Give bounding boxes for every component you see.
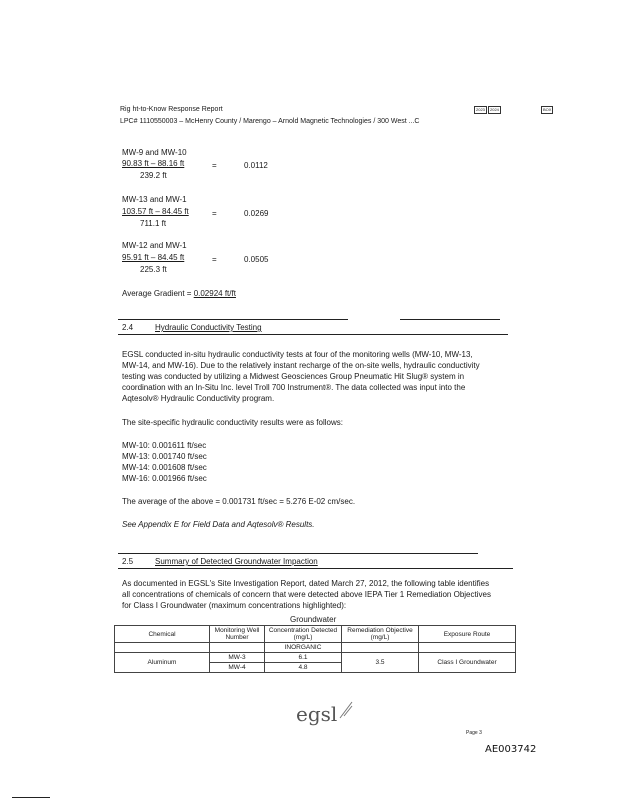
header-box-1: 2023: [476, 107, 485, 112]
well-cell: MW-3: [210, 653, 265, 663]
section-divider: [118, 568, 513, 569]
gradient-equals: =: [212, 255, 217, 264]
concentration-cell: 4.8: [265, 663, 342, 673]
gradient-numerator: 90.83 ft – 88.16 ft: [122, 159, 185, 168]
section-title: Summary of Detected Groundwater Impaction: [155, 557, 318, 566]
section-title: Hydraulic Conductivity Testing: [155, 323, 262, 332]
table-group-row: [115, 643, 516, 653]
paragraph-line: EGSL conducted in-situ hydraulic conductivity tests at four of the monitoring wells (MW-10, MW-13,: [122, 350, 473, 359]
paragraph-line: As documented in EGSL's Site Investigation Report, dated March 27, 2012, the following table identifies: [122, 579, 490, 588]
result-line: MW-14: 0.001608 ft/sec: [122, 463, 207, 472]
paragraph-line: coordination with an In-Situ Inc. level Troll 700 Instrument®. The data collected was input into the: [122, 383, 466, 392]
concentration-cell: 6.1: [265, 653, 342, 663]
bates-number: AE003742: [485, 744, 537, 755]
group-label: INORGANIC: [265, 643, 342, 653]
appendix-note: See Appendix E for Field Data and Aqtesolv® Results.: [122, 520, 315, 529]
gradient-value: 0.0505: [244, 255, 269, 264]
page-number: Page 3: [466, 730, 482, 736]
gradient-equals: =: [212, 161, 217, 170]
gradient-numerator: 103.57 ft – 84.45 ft: [122, 207, 189, 216]
average-gradient-value: 0.02924 ft/ft: [193, 289, 236, 298]
objective-cell: 3.5: [342, 653, 419, 673]
section-divider: [118, 334, 508, 335]
section-number: 2.4: [122, 323, 134, 332]
logo-swoosh-icon: [338, 700, 354, 720]
egsl-logo: egsl: [296, 702, 338, 726]
section-divider: [118, 553, 478, 554]
column-header: Remediation Objective (mg/L): [342, 626, 419, 643]
well-cell: MW-4: [210, 663, 265, 673]
table-caption: Groundwater: [290, 615, 337, 624]
gradient-value: 0.0269: [244, 209, 269, 218]
paragraph-line: for Class I Groundwater (maximum concentrations highlighted):: [122, 601, 347, 610]
section-number: 2.5: [122, 557, 134, 566]
gradient-denominator: 225.3 ft: [140, 265, 167, 274]
column-header: Chemical: [115, 626, 210, 643]
average-conductivity: The average of the above = 0.001731 ft/sec = 5.276 E-02 cm/sec.: [122, 497, 356, 506]
column-header: Concentration Detected (mg/L): [265, 626, 342, 643]
result-line: MW-10: 0.001611 ft/sec: [122, 441, 207, 450]
gradient-wells: MW-13 and MW-1: [122, 195, 187, 204]
gradient-value: 0.0112: [244, 161, 268, 170]
exposure-cell: Class I Groundwater: [419, 653, 516, 673]
average-gradient: [122, 289, 236, 298]
column-header: Monitoring Well Number: [210, 626, 265, 643]
result-line: MW-16: 0.001966 ft/sec: [122, 474, 207, 483]
result-line: MW-13: 0.001740 ft/sec: [122, 452, 207, 461]
column-header: Exposure Route: [419, 626, 516, 643]
paragraph-line: MW-14, and MW-16). Due to the relatively instant recharge of the on-site wells, hydraulic conductivity: [122, 361, 480, 370]
gradient-denominator: 711.1 ft: [140, 219, 167, 228]
gradient-numerator: 95.91 ft – 84.45 ft: [122, 253, 185, 262]
groundwater-table: [114, 625, 516, 673]
footer-rule: [12, 797, 50, 798]
section-divider: [400, 319, 500, 320]
gradient-wells: MW-9 and MW-10: [122, 148, 187, 157]
section-divider: [118, 319, 348, 320]
report-subtitle: LPC# 1110550003 – McHenry County / Marengo – Arnold Magnetic Technologies / 300 West ...C: [120, 118, 420, 125]
paragraph-line: Aqtesolv® Hydraulic Conductivity program.: [122, 394, 275, 403]
gradient-denominator: 239.2 ft: [140, 171, 167, 180]
gradient-wells: MW-12 and MW-1: [122, 241, 187, 250]
average-gradient-label: Average Gradient =: [122, 289, 194, 298]
gradient-equals: =: [212, 209, 217, 218]
header-box-2: 2024: [490, 107, 499, 112]
chemical-cell: Aluminum: [115, 653, 210, 673]
table-header-row: [115, 626, 516, 643]
header-box-3: BOX: [543, 107, 552, 112]
table-row: [115, 653, 516, 663]
paragraph-line: testing was conducted by utilizing a Midwest Geosciences Group Pneumatic Hit Slug® system in: [122, 372, 465, 381]
results-intro: The site-specific hydraulic conductivity results were as follows:: [122, 418, 343, 427]
paragraph-line: all concentrations of chemicals of concern that were detected above IEPA Tier 1 Remediation Objectives: [122, 590, 491, 599]
report-title: Rig ht-to-Know Response Report: [120, 106, 223, 113]
